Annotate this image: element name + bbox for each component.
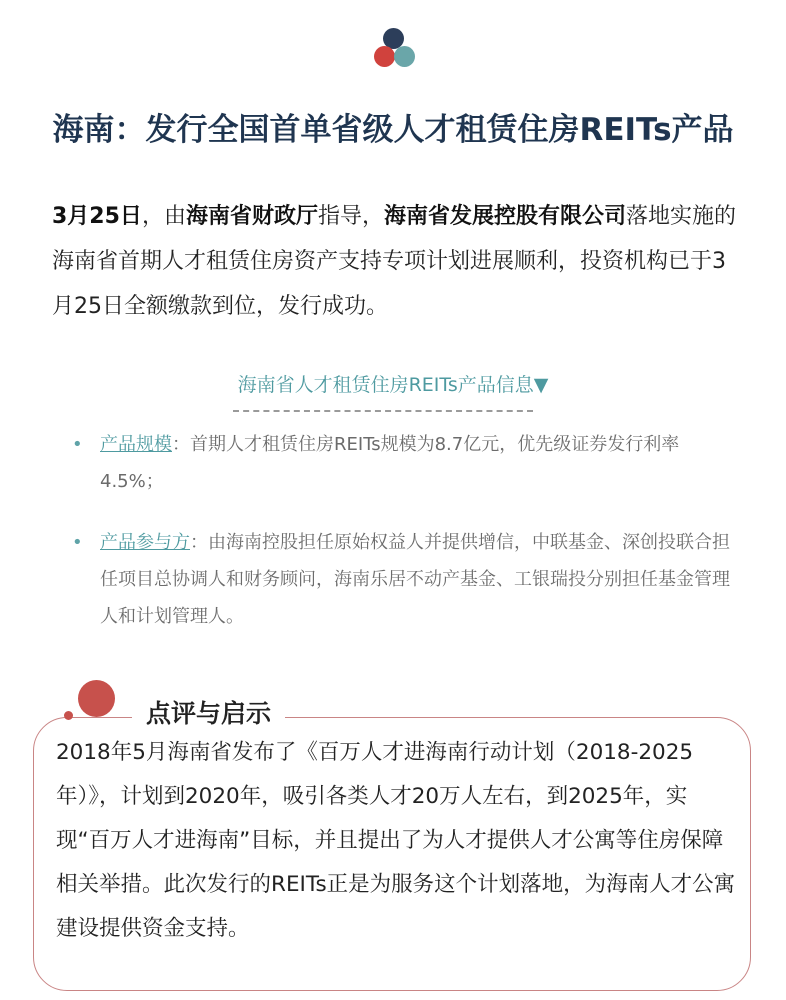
- decorative-circle-icon: [78, 680, 115, 717]
- commentary-title: 点评与启示: [132, 694, 285, 730]
- intro-guide-org: 海南省财政厅: [185, 204, 318, 229]
- intro-impl-org: 海南省发展控股有限公司: [383, 204, 626, 229]
- info-heading: 海南省人才租赁住房REITs产品信息▼: [237, 374, 549, 396]
- bullet-desc-participants: ：由海南控股担任原始权益人并提供增信，中联基金、深创投联合担任项目总协调人和财务顾问，海南乐居不动产基金、工银瑞投分别担任基金管理人和计划管理人。: [100, 532, 730, 627]
- intro-date: 3月25日: [52, 204, 142, 229]
- bullet-text: [100, 524, 742, 635]
- info-bullet-participants: [72, 524, 742, 635]
- decorative-small-circle-icon: [64, 711, 73, 720]
- dashed-divider: [233, 410, 533, 412]
- bullet-desc-scale: ：首期人才租赁住房REITs规模为8.7亿元，优先级证券发行利率4.5%；: [100, 434, 680, 492]
- bullet-key-scale[interactable]: 产品规模: [100, 434, 172, 455]
- intro-text-2: 指导，: [317, 204, 384, 229]
- logo-dot-red: [374, 46, 395, 67]
- bullet-key-participants[interactable]: 产品参与方: [100, 532, 190, 553]
- intro-text-1: ，由: [141, 204, 186, 229]
- intro-text-3: 落地实施的海南省首期人才租赁住房资产支持专项计划进展顺利，投资机构已于3月25日全额缴款到位，发行成功。: [52, 204, 737, 319]
- bullet-dot-icon: •: [72, 434, 83, 455]
- bullet-dot-icon: •: [72, 532, 83, 553]
- intro-paragraph: [52, 194, 742, 329]
- info-bullet-scale: [72, 426, 742, 500]
- logo-dot-teal: [394, 46, 415, 67]
- commentary-body: 2018年5月海南省发布了《百万人才进海南行动计划（2018-2025年）》，计划到2020年，吸引各类人才20万人左右，到2025年，实现“百万人才进海南”目标，并且提出了为人才提供人才公寓等住房保障相关举措。此次发行的REITs正是为服务这个计划落地，为海南人才公寓建设提供资金支持。: [56, 740, 736, 941]
- bullet-text: [100, 426, 742, 500]
- page-title: 海南：发行全国首单省级人才租赁住房REITs产品: [52, 112, 734, 148]
- logo-dots: [372, 28, 418, 70]
